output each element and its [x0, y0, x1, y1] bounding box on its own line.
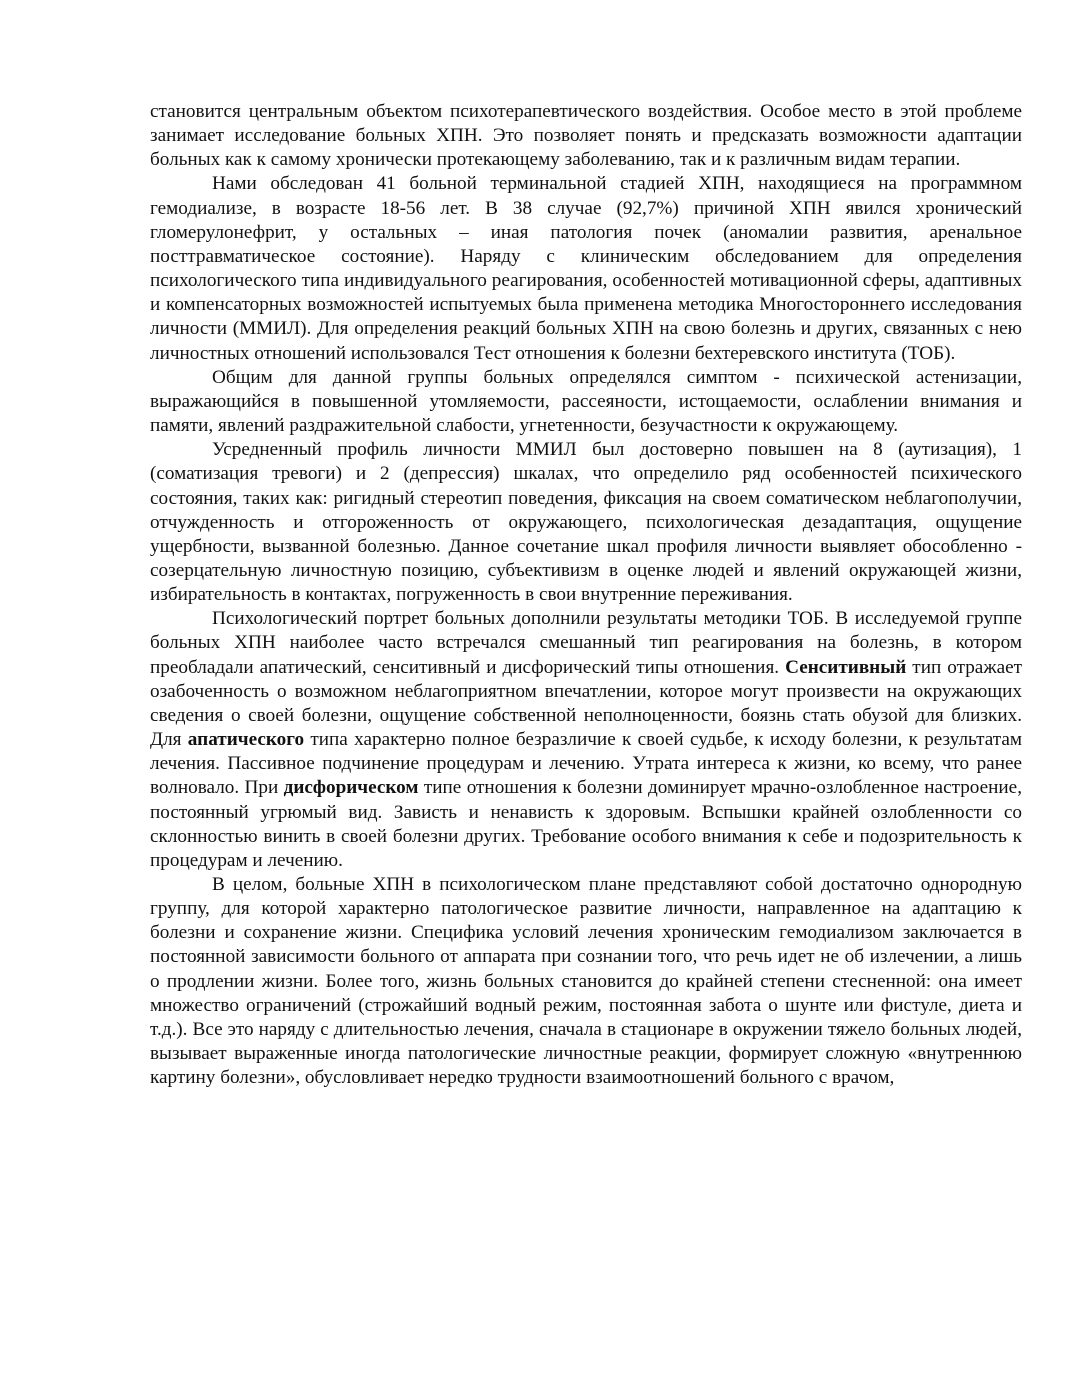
paragraph-conclusion — [150, 873, 1022, 1090]
paragraph-text: становится центральным объектом психотерапевтического воздействия. Особое место в этой проблеме занимает исследование больных ХПН. Это позволяет понять и предсказать возможности адаптации больных как к самому хронически протекающему заболеванию, так и к различным видам терапии. — [150, 101, 1022, 171]
paragraph-mmpi-profile — [150, 438, 1022, 607]
document-page — [150, 100, 1022, 1090]
paragraph-text: Нами обследован 41 больной терминальной стадией ХПН, находящиеся на программном гемодиализе, в возрасте 18-56 лет. В 38 случае (92,7%) причиной ХПН явился хронический гломерулонефрит, у остальных – иная патология почек (аномалии развития, аренальное посттравматическое состояние). Наряду с клиническим обследованием для определения психологического типа индивидуального реагирования, особенностей мотивационной сферы, адаптивных и компенсаторных возможностей испытуемых была применена методика Многостороннего исследования личности (ММИЛ). Для определения реакций больных ХПН на свою болезнь и других, связанных с нею личностных отношений использовался Тест отношения к болезни бехтеревского института (ТОБ). — [150, 173, 1022, 364]
term-dysphoric: дисфорическом — [283, 777, 419, 799]
paragraph-asthenia — [150, 366, 1022, 438]
term-apathetic: апатического — [187, 729, 305, 751]
paragraph-tob-results — [150, 607, 1022, 873]
term-sensitive: Сенситивный — [785, 656, 907, 678]
paragraph-text: Психологический портрет больных дополнили результаты методики ТОБ. В исследуемой группе больных ХПН наиболее часто встречался смешанный тип реагирования на болезнь, в котором преобладали апатический, сенситивный и дисфорический типы отношения. — [150, 608, 1022, 678]
paragraph-study-description — [150, 172, 1022, 365]
paragraph-intro — [150, 100, 1022, 172]
paragraph-text: В целом, больные ХПН в психологическом плане представляют собой достаточно однородную группу, для которой характерно патологическое развитие личности, направленное на адаптацию к болезни и сохранение жизни. Специфика условий лечения хроническим гемодиализом заключается в постоянной зависимости больного от аппарата при сознании того, что речь идет не об излечении, а лишь о продлении жизни. Более того, жизнь больных становится до крайней степени стесненной: она имеет множество ограничений (строжайший водный режим, постоянная забота о шунте или фистуле, диета и т.д.). Все это наряду с длительностью лечения, сначала в стационаре в окружении тяжело больных людей, вызывает выраженные иногда патологические личностные реакции, формирует сложную «внутреннюю картину болезни», обусловливает нередко трудности взаимоотношений больного с врачом, — [150, 874, 1022, 1089]
paragraph-text: Общим для данной группы больных определялся симптом - психической астенизации, выражающийся в повышенной утомляемости, рассеяности, истощаемости, ослаблении внимания и памяти, явлений раздражительной слабости, угнетенности, безучастности к окружающему. — [150, 366, 1022, 437]
paragraph-text: типе отношения к болезни доминирует мрачно-озлобленное настроение, постоянный угрюмый вид. Зависть и ненависть к здоровым. Вспышки крайней озлобленности со склонностью винить в своей болезни других. Требование особого внимания к себе и подозрительность к процедурам и лечению. — [150, 777, 1022, 871]
paragraph-text: типа характерно полное безразличие к своей судьбе, к исходу болезни, к результатам лечения. Пассивное подчинение процедурам и лечению. Утрата интереса к жизни, ко всему, что ранее волновало. При — [150, 729, 1022, 799]
paragraph-text: тип отражает озабоченность о возможном неблагоприятном впечатлении, которое могут произвести на окружающих сведения о своей болезни, ощущение собственной неполноценности, боязнь стать обузой для близких. Для — [150, 656, 1022, 751]
paragraph-text: Усредненный профиль личности ММИЛ был достоверно повышен на 8 (аутизация), 1 (соматизация тревоги) и 2 (депрессия) шкалах, что определило ряд особенностей психического состояния, таких как: ригидный стереотип поведения, фиксация на своем соматическом неблагополучии, отчужденность и отгороженность от окружающего, психологическая дезадаптация, ощущение ущербности, вызванной болезнью. Данное сочетание шкал профиля личности выявляет обособленно - созерцательную личностную позицию, субъективизм в оценке людей и явлений окружающей жизни, избирательность в контактах, погруженность в свои внутренние переживания. — [150, 439, 1022, 606]
